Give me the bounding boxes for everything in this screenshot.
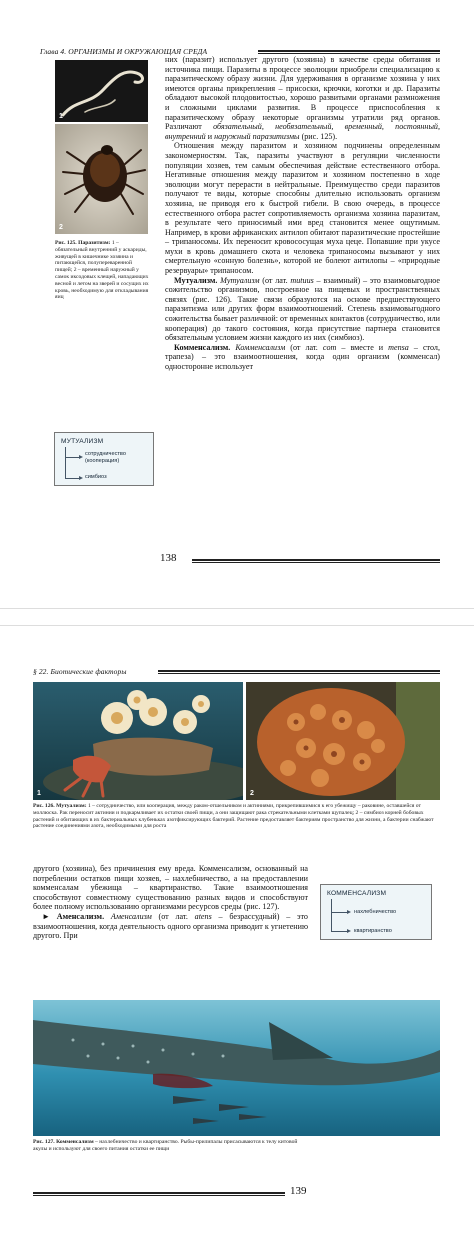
- ascarid-photo: [55, 60, 148, 122]
- footer-rule: [33, 1192, 285, 1194]
- diagram-connector: [331, 912, 347, 913]
- commensalism-diagram: [320, 884, 432, 940]
- photo-number: 2: [250, 790, 254, 797]
- arrow-icon: [347, 910, 351, 914]
- caption-text: 1 – обязательный внутренний у аскариды, живущей в кишечнике хозяина и питающейся, полупереваренной пищей; 2 – временный наружный у самок иксодовых клещей, нападающих весной и летом на зверей и сосущих их кровь, необходимую для откладывания яиц: [55, 240, 149, 301]
- figure-125-caption: [55, 240, 150, 301]
- photo-number: 1: [59, 113, 63, 120]
- header-rule-thin: [258, 53, 440, 54]
- tick-photo: [55, 124, 148, 234]
- caption-label: Рис. 127. Комменсализм: [33, 1139, 94, 1145]
- paragraph: Отношения между паразитом и хозяином подчинены определенным закономерностям. Так, паразиты участвуют в регуляции численности популяции хозяев, тем самым обеспечивая действие естественного отбора. Негативные отношения между паразитом и хозяином постепенно в ходе эволюции могут перерасти в нейтральные. Преимущество среди паразитов получают те виды, которые способны длительно использовать организм хозяина, не приводя его к быстрой гибели. В свою очередь, в процессе естественного отбора растет сопротивляемость организма хозяина паразитам, в результате чего приносимый ими вред становится менее ощутимым. Например, в крови африканских антилоп обитают паразитические простейшие – трипаносомы. Их переносит кровососущая муха цеце. Попавшие при укусе мухи в кровь домашнего скота и человека трипаносомы вызывают у них смертельную «сонную болезнь», которой не болеют антилопы – «природные резервуары» трипаносом.: [165, 141, 440, 276]
- diagram-title: КОММЕНСАЛИЗМ: [327, 890, 387, 897]
- page-138: [0, 0, 474, 608]
- root-nodules-drawing: [246, 682, 440, 800]
- diagram-item: нахлебничество: [354, 908, 397, 915]
- arrow-icon: [79, 476, 83, 480]
- page-number: 138: [160, 552, 177, 564]
- caption-text: – нахлебничество и квартиранство. Рыбы-прилипалы присасываются к телу китовой акулы и используют для своего питания остатки ее пищи: [33, 1139, 298, 1152]
- root-nodules-photo: [246, 682, 440, 800]
- whale-shark-photo: [33, 1000, 440, 1136]
- caption-label: Рис. 126. Мутуализм:: [33, 803, 87, 809]
- paragraph-amensalism: ► Аменсализм. Аменсализм (от лат. atens – безрассудный) – это взаимоотношения, когда деятельность одного организма приводит к угнетению другого. При: [33, 911, 308, 941]
- hermit-crab-anemone-photo: [33, 682, 243, 800]
- tick-drawing: [55, 124, 148, 234]
- page-number: 139: [290, 1185, 307, 1197]
- photo-number: 1: [37, 790, 41, 797]
- diagram-item: сотрудничество (кооперация): [85, 451, 126, 464]
- diagram-title: МУТУАЛИЗМ: [61, 438, 104, 445]
- figure-127-caption: [33, 1139, 308, 1153]
- body-text-139: [33, 864, 308, 941]
- mutualism-diagram: [54, 432, 154, 486]
- footer-rule-thin: [33, 1195, 285, 1196]
- arrow-icon: [79, 455, 83, 459]
- header-rule: [258, 50, 440, 52]
- whale-shark-drawing: [33, 1000, 440, 1136]
- diagram-connector: [65, 447, 66, 478]
- photo-number: 2: [59, 224, 63, 231]
- running-head: Глава 4. ОРГАНИЗМЫ И ОКРУЖАЮЩАЯ СРЕДА: [40, 47, 208, 56]
- figure-126-caption: [33, 803, 440, 830]
- paragraph-mutualism: Мутуализм. Мутуализм (от лат. mutuus – взаимный) – это взаимовыгодное сожительство организмов, построенное на пищевых и пространственных связях (рис. 126). Такие связи образуются на основе предшествующего паразитизма или других форм взаимоотношений. Степень взаимовыгодного сожительства бывает различной: от временных контактов (сотрудничество, или кооперация) до такого состояния, когда присутствие партнера становится обязательным условием жизни каждого из них (симбиоз).: [165, 275, 441, 343]
- running-head: § 22. Биотические факторы: [33, 667, 127, 676]
- footer-rule-thin: [192, 562, 440, 563]
- page-139: [0, 626, 474, 1234]
- arrow-icon: [347, 929, 351, 933]
- paragraph: них (паразит) использует другого (хозяина) в качестве среды обитания и источника пищи. Паразиты в процессе эволюции приобрели специализацию к паразитическому образу жизни. Для удерживания в организме хозяина у них имеются органы прикрепления – присоски, крючки, коготки и др. Паразиты обладают высокой плодовитостью, хорошо развитыми органами размножения и сложными циклами развития. В процессе приспособления к паразитическому образу некоторые организмы утратили ряд органов. Различают обязательный, необязательный, временный, постоянный, внутренний и наружный паразитизмы (рис. 125).: [165, 55, 440, 141]
- body-text-138: [165, 55, 440, 372]
- diagram-connector: [65, 478, 79, 479]
- ascarid-worm-drawing: [55, 60, 148, 122]
- caption-text: 1 – сотрудничество, или кооперация, между раком-отшельником и актиниями, прикрепившимися к его убежищу – раковине, оставшейся от моллюска. Рак переносит актинии и подкармливает их остатки своей пищи, а они защищают рака стрекательными клетками щупалец; 2 – симбиоз корней бобовых растений и обитающих в их бактериальных клубеньках азотфиксирующих бактерий. Растение предоставляет бактериям пространство для жизни, а бактерии снабжают растение соединениями азота, необходимыми для роста: [33, 803, 434, 830]
- diagram-connector: [331, 931, 347, 932]
- diagram-item: квартиранство: [354, 927, 392, 934]
- caption-label: Рис. 125. Паразитизм:: [55, 240, 111, 246]
- diagram-item: симбиоз: [85, 474, 107, 480]
- diagram-connector: [331, 899, 332, 931]
- paragraph: другого (хозяина), без причинения ему вреда. Комменсализм, основанный на потреблении остатков пищи хозяев, – нахлебничество, а на предоставлении комменсалам убежища – квартиранство. Такие взаимоотношения способствуют совместному существованию разных видов и способствуют более полному использованию организмами ресурсов среды (рис. 127).: [33, 864, 308, 912]
- page-separator: [0, 608, 474, 626]
- header-rule-thin: [158, 673, 440, 674]
- hermit-crab-drawing: [33, 682, 243, 800]
- paragraph-commensalism: Комменсализм. Комменсализм (от лат. com – вместе и mensa – стол, трапеза) – это взаимоотношения, когда один организм (комменсал) односторонне использует: [165, 342, 440, 371]
- footer-rule: [192, 559, 440, 561]
- header-rule: [158, 670, 440, 672]
- diagram-connector: [65, 457, 79, 458]
